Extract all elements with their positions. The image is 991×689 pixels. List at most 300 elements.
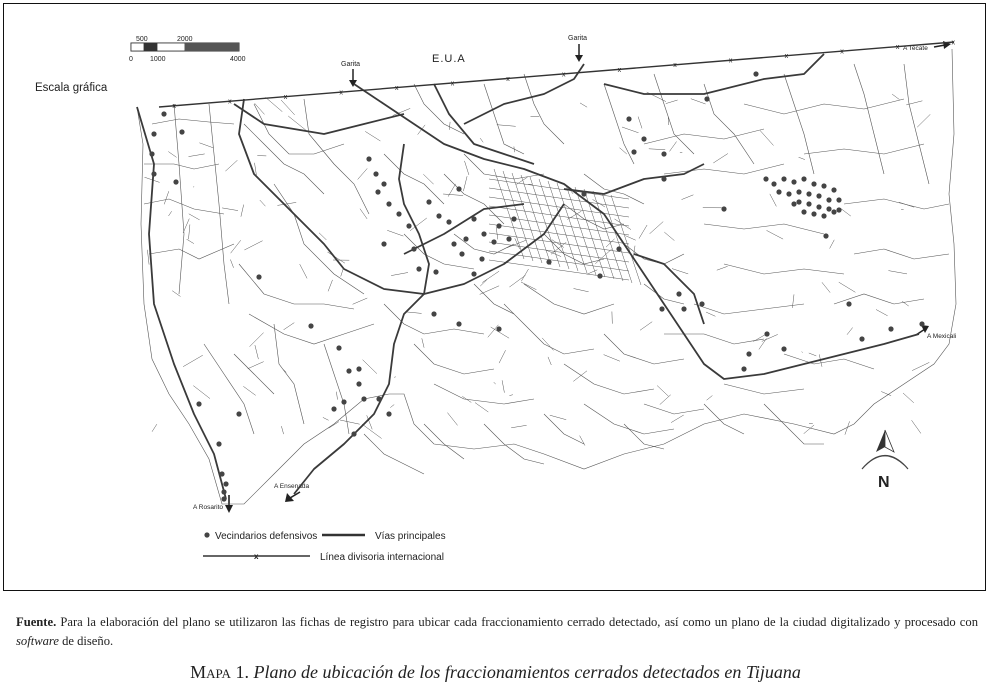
defensive-neighborhood-dot <box>496 223 501 228</box>
street-line <box>580 103 587 107</box>
street-line <box>509 275 525 287</box>
defensive-neighborhood-dot <box>459 251 464 256</box>
border-marker: x <box>172 103 176 111</box>
street-line <box>830 240 835 249</box>
street-line <box>424 424 464 459</box>
street-line <box>152 119 234 124</box>
street-line <box>664 334 764 344</box>
street-line <box>304 99 369 214</box>
street-line <box>463 176 467 191</box>
street-line <box>464 154 544 179</box>
street-line <box>281 100 295 115</box>
street-line <box>387 230 403 236</box>
street-line <box>241 205 244 217</box>
main-road <box>294 144 429 494</box>
border-marker: x <box>228 98 232 106</box>
north-label: N <box>878 474 890 491</box>
defensive-neighborhood-dot <box>753 71 758 76</box>
street-line <box>892 94 899 100</box>
street-line <box>595 249 612 264</box>
street-line <box>548 181 578 271</box>
street-line <box>664 164 784 174</box>
street-line <box>199 143 213 148</box>
country-label: E.U.A <box>432 53 466 65</box>
street-line <box>496 227 498 239</box>
defensive-neighborhood-dot <box>431 311 436 316</box>
border-marker: x <box>506 75 510 83</box>
defensive-neighborhood-dot <box>763 176 768 181</box>
street-line <box>622 127 639 133</box>
street-line <box>573 371 587 382</box>
defensive-neighborhood-dot <box>771 181 776 186</box>
defensive-neighborhood-dot <box>356 366 361 371</box>
main-road <box>464 64 584 124</box>
street-line <box>504 304 594 354</box>
main-roads <box>137 54 919 499</box>
main-road <box>404 204 524 254</box>
street-line <box>654 74 694 154</box>
defensive-neighborhood-dot <box>308 323 313 328</box>
border-marker: x <box>951 39 955 47</box>
street-line <box>580 436 585 446</box>
defensive-neighborhood-dot <box>456 321 461 326</box>
north-arrow-icon <box>862 430 908 491</box>
street-line <box>606 239 615 247</box>
street-line <box>809 353 817 356</box>
border-marker: x <box>562 71 566 79</box>
street-line <box>804 425 814 434</box>
defensive-neighborhood-dot <box>479 256 484 261</box>
defensive-neighborhood-dot <box>346 368 351 373</box>
scale-tick-label: 2000 <box>177 36 193 43</box>
defensive-neighborhood-dot <box>196 401 201 406</box>
street-line <box>639 225 647 239</box>
defensive-neighborhood-dot <box>801 209 806 214</box>
street-line <box>539 179 569 269</box>
street-line <box>255 163 257 175</box>
defensive-neighborhood-dot <box>381 181 386 186</box>
street-line <box>363 360 377 374</box>
defensive-neighborhood-dot <box>491 239 496 244</box>
street-line <box>564 364 654 394</box>
street-line <box>514 147 515 153</box>
street-line <box>548 357 551 365</box>
defensive-neighborhood-dot <box>781 176 786 181</box>
street-line <box>340 420 360 424</box>
main-road <box>634 254 704 324</box>
street-line <box>358 168 368 179</box>
street-line <box>434 384 534 404</box>
street-line <box>544 414 584 444</box>
street-line <box>672 269 688 274</box>
defensive-neighborhood-dot <box>236 411 241 416</box>
street-line <box>620 148 627 154</box>
street-line <box>784 74 814 174</box>
defensive-neighborhood-dot <box>791 201 796 206</box>
defensive-neighborhood-dot <box>826 206 831 211</box>
street-line <box>644 129 764 144</box>
street-line <box>423 174 433 184</box>
defensive-neighborhood-dot <box>149 151 154 156</box>
street-line <box>187 239 194 243</box>
defensive-neighborhood-dot <box>836 197 841 202</box>
defensive-neighborhood-dot <box>433 269 438 274</box>
city-map <box>4 4 987 592</box>
street-line <box>454 234 514 254</box>
street-line <box>243 386 255 395</box>
scale-bar-segment <box>144 43 157 51</box>
arrow-down-left-icon <box>285 492 300 502</box>
defensive-neighborhood-dot <box>811 181 816 186</box>
legend-border-marker: x <box>254 552 259 561</box>
defensive-neighborhood-dot <box>216 441 221 446</box>
street-line <box>465 161 469 175</box>
border-marker: x <box>728 57 733 65</box>
caption-title: Plano de ubicación de los fraccionamientos cerrados detectados en Tijuana <box>253 662 801 682</box>
street-line <box>509 395 513 396</box>
caption-label: Mapa 1. <box>190 662 249 682</box>
defensive-neighborhood-dot <box>426 199 431 204</box>
defensive-neighborhood-dot <box>361 396 366 401</box>
street-line <box>804 144 924 154</box>
street-line <box>912 362 929 370</box>
street-line <box>189 154 205 157</box>
international-border <box>159 40 956 111</box>
street-line <box>390 405 394 408</box>
defensive-neighborhood-dot <box>811 211 816 216</box>
defensive-neighborhood-dot <box>546 259 551 264</box>
street-line <box>802 352 803 353</box>
defensive-neighborhood-dot <box>641 136 646 141</box>
defensive-neighborhood-dot <box>151 171 156 176</box>
legend-border-label: Línea divisoria internacional <box>320 552 444 563</box>
defensive-neighborhood-dot <box>821 183 826 188</box>
street-line <box>524 284 614 314</box>
defensive-neighborhood-dot <box>796 189 801 194</box>
scale-tick-label: 500 <box>136 36 148 43</box>
defensive-neighborhood-dot <box>221 489 226 494</box>
street-line <box>364 434 424 474</box>
street-line <box>230 260 233 268</box>
defensive-neighborhood-dot <box>681 306 686 311</box>
defensive-neighborhood-dot <box>801 176 806 181</box>
defensive-neighborhood-dot <box>631 149 636 154</box>
street-line <box>550 415 566 420</box>
border-marker: x <box>895 44 900 51</box>
street-line <box>300 264 307 278</box>
street-line <box>260 200 266 206</box>
border-marker: x <box>673 62 677 70</box>
defensive-neighborhood-dot <box>806 191 811 196</box>
street-line <box>149 244 234 259</box>
street-line <box>488 325 499 338</box>
street-line <box>912 420 921 433</box>
defensive-neighborhood-dot <box>406 223 411 228</box>
legend <box>203 531 446 563</box>
legend-roads-label: Vías principales <box>375 531 446 542</box>
defensive-neighborhood-dot <box>456 186 461 191</box>
street-line <box>682 195 694 200</box>
street-line <box>480 286 499 295</box>
street-line <box>876 310 888 316</box>
scale-tick-label: 1000 <box>150 56 166 63</box>
street-line <box>717 266 728 270</box>
street-line <box>704 224 824 234</box>
street-line <box>530 177 560 267</box>
street-line <box>443 194 463 196</box>
defensive-neighborhood-dot <box>223 481 228 486</box>
defensive-neighborhood-dot <box>446 219 451 224</box>
street-line <box>494 382 496 384</box>
defensive-neighborhood-dot <box>846 301 851 306</box>
defensive-neighborhood-dot <box>386 201 391 206</box>
street-line <box>724 264 844 274</box>
defensive-neighborhood-dot <box>816 204 821 209</box>
legend-defensive-label: Vecindarios defensivos <box>215 531 318 542</box>
street-line <box>152 424 157 432</box>
defensive-neighborhood-dot <box>481 231 486 236</box>
defensive-neighborhood-dot <box>704 96 709 101</box>
street-line <box>360 209 367 219</box>
defensive-neighborhood-dot <box>659 306 664 311</box>
street-line <box>512 173 542 263</box>
defensive-neighborhood-dot <box>764 331 769 336</box>
street-line <box>248 362 264 369</box>
street-line <box>249 314 374 344</box>
defensive-neighborhood-dot <box>776 189 781 194</box>
street-line <box>209 104 229 304</box>
street-line <box>822 282 830 292</box>
street-line <box>329 422 339 429</box>
street-line <box>414 84 464 134</box>
street-line <box>474 284 514 314</box>
street-line <box>323 417 329 420</box>
defensive-neighborhood-dot <box>816 193 821 198</box>
source-note <box>16 613 978 651</box>
street-line <box>724 384 804 394</box>
defensive-neighborhood-dot <box>396 211 401 216</box>
defensive-neighborhood-dot <box>463 236 468 241</box>
defensive-neighborhood-dot <box>626 116 631 121</box>
street-line <box>193 386 210 399</box>
defensive-neighborhood-dot <box>336 345 341 350</box>
map-frame <box>3 3 986 591</box>
street-line <box>638 117 642 129</box>
street-line <box>462 396 471 402</box>
street-line <box>231 240 241 253</box>
street-line <box>497 125 516 127</box>
defensive-neighborhood-dot <box>471 271 476 276</box>
garita-arrow-icon <box>575 44 583 62</box>
street-line <box>328 252 345 263</box>
defensive-neighborhood-dot <box>219 471 224 476</box>
street-line <box>888 271 907 274</box>
street-line <box>204 344 254 434</box>
street-line <box>670 142 677 152</box>
street-line <box>365 131 380 141</box>
street-line <box>644 404 704 414</box>
defensive-neighborhood-dot <box>416 266 421 271</box>
street-line <box>384 154 444 204</box>
street-line <box>792 294 794 308</box>
street-line <box>222 208 238 211</box>
defensive-neighborhood-dot <box>179 129 184 134</box>
street-line <box>234 354 274 394</box>
border-marker: x <box>617 66 622 74</box>
border-marker: x <box>339 89 343 97</box>
defensive-neighborhood-dot <box>836 207 841 212</box>
street-line <box>707 396 713 401</box>
street-line <box>770 194 777 207</box>
street-line <box>657 386 668 397</box>
street-line <box>625 236 635 241</box>
garita-label: Garita <box>341 61 361 68</box>
scale-tick-label: 4000 <box>230 56 246 63</box>
main-road <box>434 84 534 164</box>
street-line <box>447 413 457 426</box>
street-line <box>480 280 487 287</box>
street-line <box>281 426 283 434</box>
street-line <box>164 191 169 204</box>
scale-bar-segment <box>157 43 185 51</box>
defensive-neighborhood-dot <box>411 246 416 251</box>
street-line <box>324 344 349 434</box>
street-line <box>713 154 728 164</box>
street-line <box>394 377 396 378</box>
street-line <box>649 149 665 150</box>
defensive-neighborhood-dot <box>661 176 666 181</box>
scale-title: Escala gráfica <box>35 82 108 94</box>
defensive-neighborhood-dot <box>511 216 516 221</box>
defensive-neighborhood-dot <box>376 396 381 401</box>
defensive-neighborhood-dot <box>821 213 826 218</box>
source-note-text-end: de diseño. <box>58 633 114 648</box>
street-line <box>239 264 354 309</box>
street-line <box>362 424 381 438</box>
defensive-neighborhood-dot <box>356 381 361 386</box>
street-line <box>650 222 664 234</box>
street-line <box>189 225 190 240</box>
garita-label: Garita <box>568 35 588 42</box>
street-line <box>839 282 856 292</box>
defensive-neighborhood-dot <box>781 346 786 351</box>
border-marker: x <box>840 48 844 56</box>
street-line <box>284 323 295 330</box>
street-line <box>319 233 326 240</box>
main-road <box>604 54 824 94</box>
street-line <box>640 322 652 331</box>
map-caption <box>0 662 991 683</box>
street-line <box>574 289 589 292</box>
destination-label: A Mexicali <box>927 333 957 340</box>
street-line <box>784 354 874 369</box>
street-line <box>147 250 149 265</box>
street-line <box>521 282 536 290</box>
street-line <box>844 199 949 209</box>
scale-bar-segment <box>185 43 239 51</box>
street-line <box>557 183 587 273</box>
defensive-neighborhood-dot <box>436 213 441 218</box>
street-line <box>584 404 674 434</box>
street-line <box>704 84 754 164</box>
defensive-neighborhood-dot <box>256 274 261 279</box>
defensive-neighborhood-dot <box>741 366 746 371</box>
defensive-neighborhood-dot <box>919 321 924 326</box>
street-line <box>225 160 237 171</box>
street-line <box>904 64 929 184</box>
street-line <box>414 344 494 374</box>
defensive-neighborhood-dot <box>786 191 791 196</box>
defensive-neighborhood-dot <box>496 326 501 331</box>
scale-bar <box>129 36 246 63</box>
street-line <box>489 260 629 280</box>
border-marker: x <box>283 94 288 102</box>
street-line <box>168 152 176 158</box>
street-line <box>244 241 262 250</box>
street-line <box>475 403 488 412</box>
street-line <box>336 392 337 400</box>
destination-label: A Rosarito <box>193 504 223 511</box>
defensive-neighborhood-dot <box>796 199 801 204</box>
defensive-neighborhood-dot <box>823 233 828 238</box>
defensive-neighborhood-dot <box>341 399 346 404</box>
street-line <box>841 208 851 216</box>
defensive-neighborhood-dot <box>616 246 621 251</box>
street-line <box>611 195 641 285</box>
street-line <box>391 273 408 276</box>
street-line <box>671 415 684 423</box>
defensive-neighborhood-dot <box>451 241 456 246</box>
street-line <box>144 164 219 169</box>
street-line <box>255 345 259 359</box>
street-line <box>524 74 564 144</box>
defensive-neighborhood-dot <box>581 191 586 196</box>
street-line <box>604 84 634 164</box>
defensive-neighborhood-dot <box>221 496 226 501</box>
main-road <box>354 84 919 379</box>
defensive-neighborhood-dot <box>826 197 831 202</box>
border-marker: x <box>395 85 399 92</box>
defensive-neighborhood-dot <box>151 131 156 136</box>
street-line <box>353 298 368 304</box>
street-line <box>575 187 605 277</box>
defensive-neighborhood-dot <box>791 179 796 184</box>
street-line <box>903 393 914 403</box>
street-line <box>767 230 784 239</box>
street-line <box>799 157 805 159</box>
defensive-neighborhood-dot <box>721 206 726 211</box>
defensive-neighborhood-dot <box>859 336 864 341</box>
street-line <box>328 280 332 291</box>
scale-tick-label: 0 <box>129 56 133 63</box>
street-line <box>854 249 949 259</box>
street-line <box>664 232 674 241</box>
street-line <box>521 269 528 281</box>
defensive-neighborhood-dot <box>381 241 386 246</box>
street-line <box>244 124 324 194</box>
legend-dot-symbol <box>204 532 209 537</box>
defensive-neighborhood-dot <box>831 209 836 214</box>
street-line <box>694 304 804 314</box>
defensive-neighborhood-dot <box>173 179 178 184</box>
street-line <box>255 103 265 114</box>
street-line <box>511 425 526 428</box>
defensive-neighborhood-dot <box>375 189 380 194</box>
defensive-neighborhood-dot <box>676 291 681 296</box>
defensive-neighborhood-dot <box>506 236 511 241</box>
destination-label: A Tecate <box>903 45 928 52</box>
source-note-label: Fuente. <box>16 614 57 629</box>
